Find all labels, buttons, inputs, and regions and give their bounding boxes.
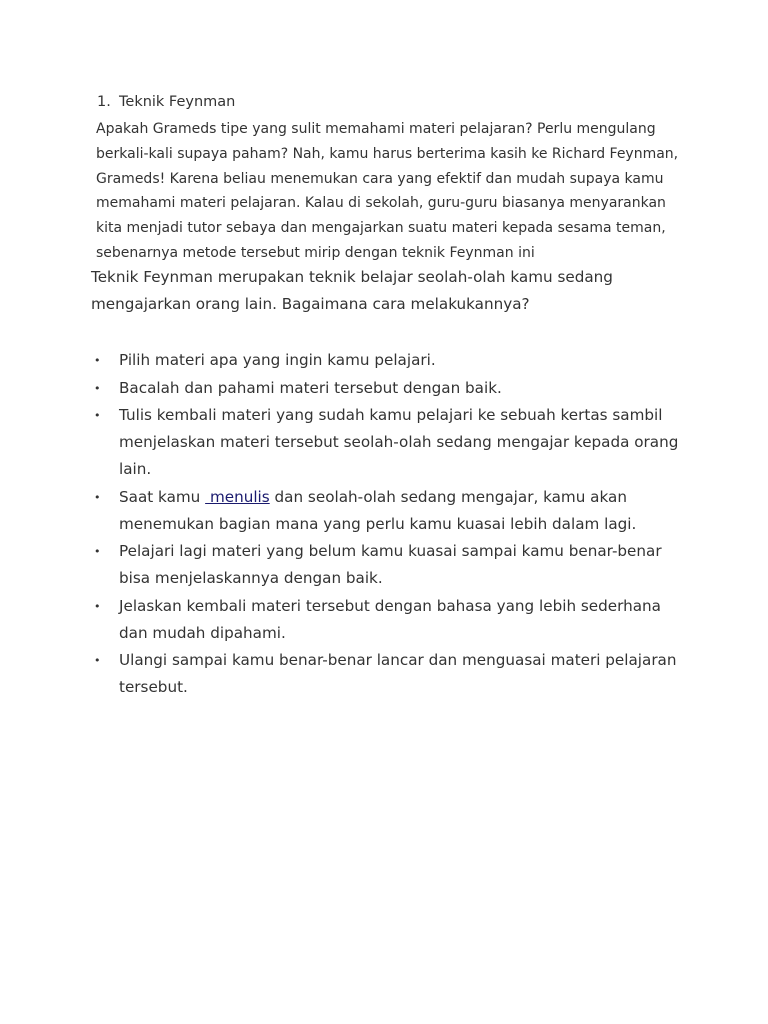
list-item	[91, 538, 691, 592]
bullet-icon: •	[94, 599, 101, 613]
list-item-text: Tulis kembali materi yang sudah kamu pelajari ke sebuah kertas sambil menjelaskan materi tersebut seolah-olah sedang mengajar kepada orang lain.	[119, 406, 679, 478]
bullet-icon: •	[94, 545, 101, 558]
list-item-text: Bacalah dan pahami materi tersebut dengan baik.	[119, 378, 502, 397]
list-item-text-before-link: Saat kamu	[119, 487, 206, 506]
list-item	[91, 647, 691, 701]
list-item	[91, 402, 691, 483]
bullet-icon: •	[94, 409, 101, 422]
list-item-text: Ulangi sampai kamu benar-benar lancar dan menguasai materi pelajaran tersebut.	[119, 651, 677, 696]
body-paragraph: Teknik Feynman merupakan teknik belajar seolah-olah kamu sedang mengajarkan orang lain. Bagaimana cara melakukannya?	[91, 268, 613, 313]
list-item	[91, 484, 691, 538]
bullet-icon: •	[94, 381, 101, 395]
list-item-text-after-link: dan seolah-olah sedang mengajar, kamu akan menemukan bagian mana yang perlu kamu kuasai lebih dalam lagi.	[119, 487, 637, 533]
list-item	[91, 375, 691, 402]
section-number: 1.	[97, 94, 111, 110]
list-item	[91, 347, 691, 374]
section-heading	[97, 92, 235, 112]
bullet-icon: •	[94, 490, 101, 504]
steps-list	[91, 347, 691, 702]
list-item-text: Jelaskan kembali materi tersebut dengan bahasa yang lebih sederhana dan mudah dipahami.	[119, 596, 661, 642]
section-title: Teknik Feynman	[119, 94, 236, 110]
intro-paragraph: Apakah Grameds tipe yang sulit memahami materi pelajaran? Perlu mengulang berkali-kali supaya paham? Nah, kamu harus berterima kasih ke Richard Feynman, Grameds! Karena beliau menemukan cara yang efektif dan mudah supaya kamu memahami materi pelajaran. Kalau di sekolah, guru-guru biasanya menyarankan kita menjadi tutor sebaya dan mengajarkan suatu materi kepada sesama teman, sebenarnya metode tersebut mirip dengan teknik Feynman ini	[96, 121, 679, 261]
list-item	[91, 593, 691, 647]
menulis-link[interactable]: menulis	[205, 487, 270, 506]
list-item-text: Pilih materi apa yang ingin kamu pelajari.	[119, 351, 436, 369]
list-item-text: Pelajari lagi materi yang belum kamu kuasai sampai kamu benar-benar bisa menjelaskannya dengan baik.	[119, 542, 662, 587]
bullet-icon: •	[94, 354, 101, 367]
bullet-icon: •	[94, 654, 101, 667]
